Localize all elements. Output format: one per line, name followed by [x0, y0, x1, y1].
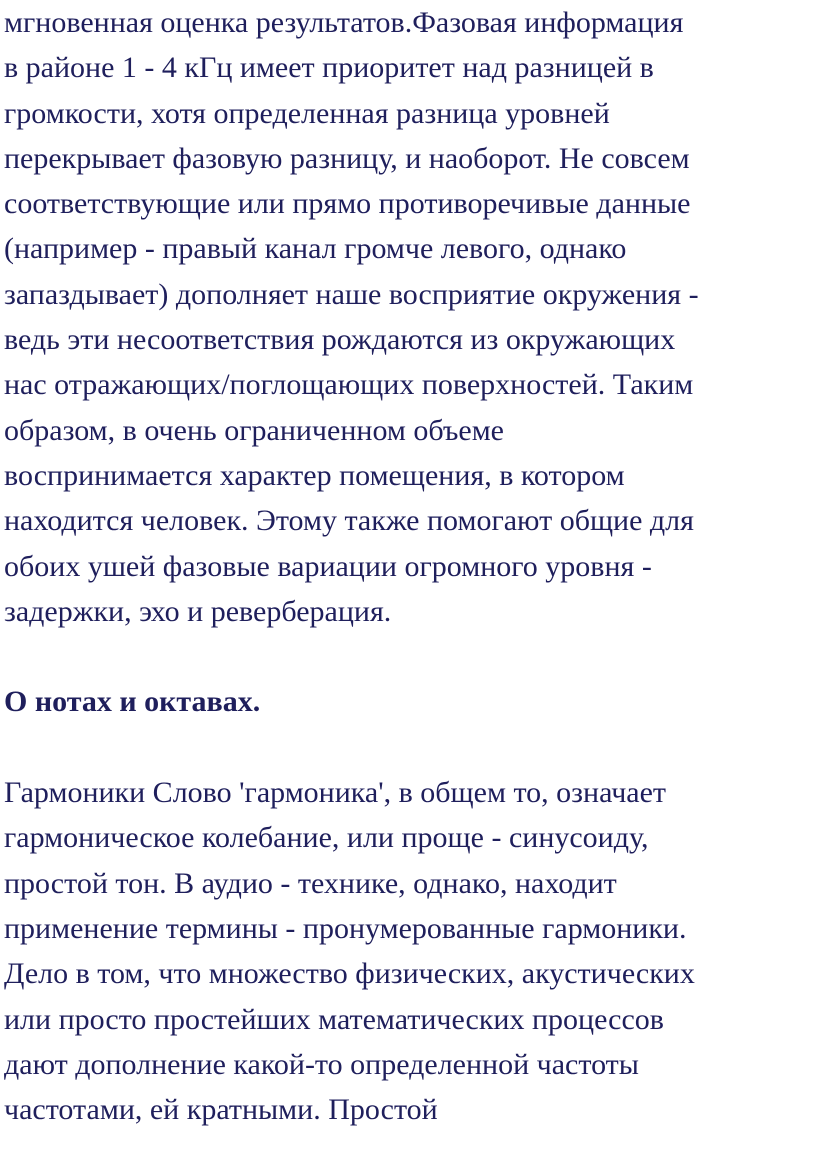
text-line: простой тон. В аудио - технике, однако, находит	[4, 866, 617, 900]
text-line: (например - правый канал громче левого, однако	[4, 232, 627, 266]
text-line: громкости, хотя определенная разница уровней	[4, 96, 610, 130]
text-line: соответствующие или прямо противоречивые данные	[4, 187, 691, 221]
text-line: находится человек. Этому также помогают общие для	[4, 504, 694, 538]
text-line: гармоническое колебание, или проще - синусоиду,	[4, 821, 649, 855]
text-line: или просто простейших математических процессов	[4, 1002, 664, 1036]
text-line: обоих ушей фазовые вариации огромного уровня -	[4, 549, 652, 583]
text-line: дают дополнение какой-то определенной частоты	[4, 1047, 639, 1081]
body-paragraph-phase-info	[4, 0, 812, 634]
text-line: запаздывает) дополняет наше восприятие окружения -	[4, 277, 699, 311]
text-line: частотами, ей кратными. Простой	[4, 1093, 438, 1127]
text-line: в районе 1 - 4 кГц имеет приоритет над разницей в	[4, 51, 654, 85]
paragraph-spacer	[4, 634, 812, 679]
text-line: Гармоники Слово 'гармоника', в общем то, означает	[4, 776, 667, 810]
text-line: воспринимается характер помещения, в котором	[4, 458, 625, 492]
text-line: образом, в очень ограниченном объеме	[4, 413, 504, 447]
body-paragraph-harmonics	[4, 770, 812, 1132]
document-page	[4, 0, 812, 1132]
text-line: применение термины - пронумерованные гармоники.	[4, 911, 687, 945]
text-line: Дело в том, что множество физических, акустических	[4, 957, 695, 991]
paragraph-spacer	[4, 725, 812, 770]
text-line: мгновенная оценка результатов.Фазовая информация	[4, 6, 684, 39]
section-heading: О нотах и октавах.	[4, 685, 261, 719]
text-line: задержки, эхо и реверберация.	[4, 594, 392, 628]
text-line: перекрывает фазовую разницу, и наоборот. Не совсем	[4, 141, 690, 175]
text-line: нас отражающих/поглощающих поверхностей. Таким	[4, 368, 694, 402]
text-line: ведь эти несоответствия рождаются из окружающих	[4, 323, 676, 357]
